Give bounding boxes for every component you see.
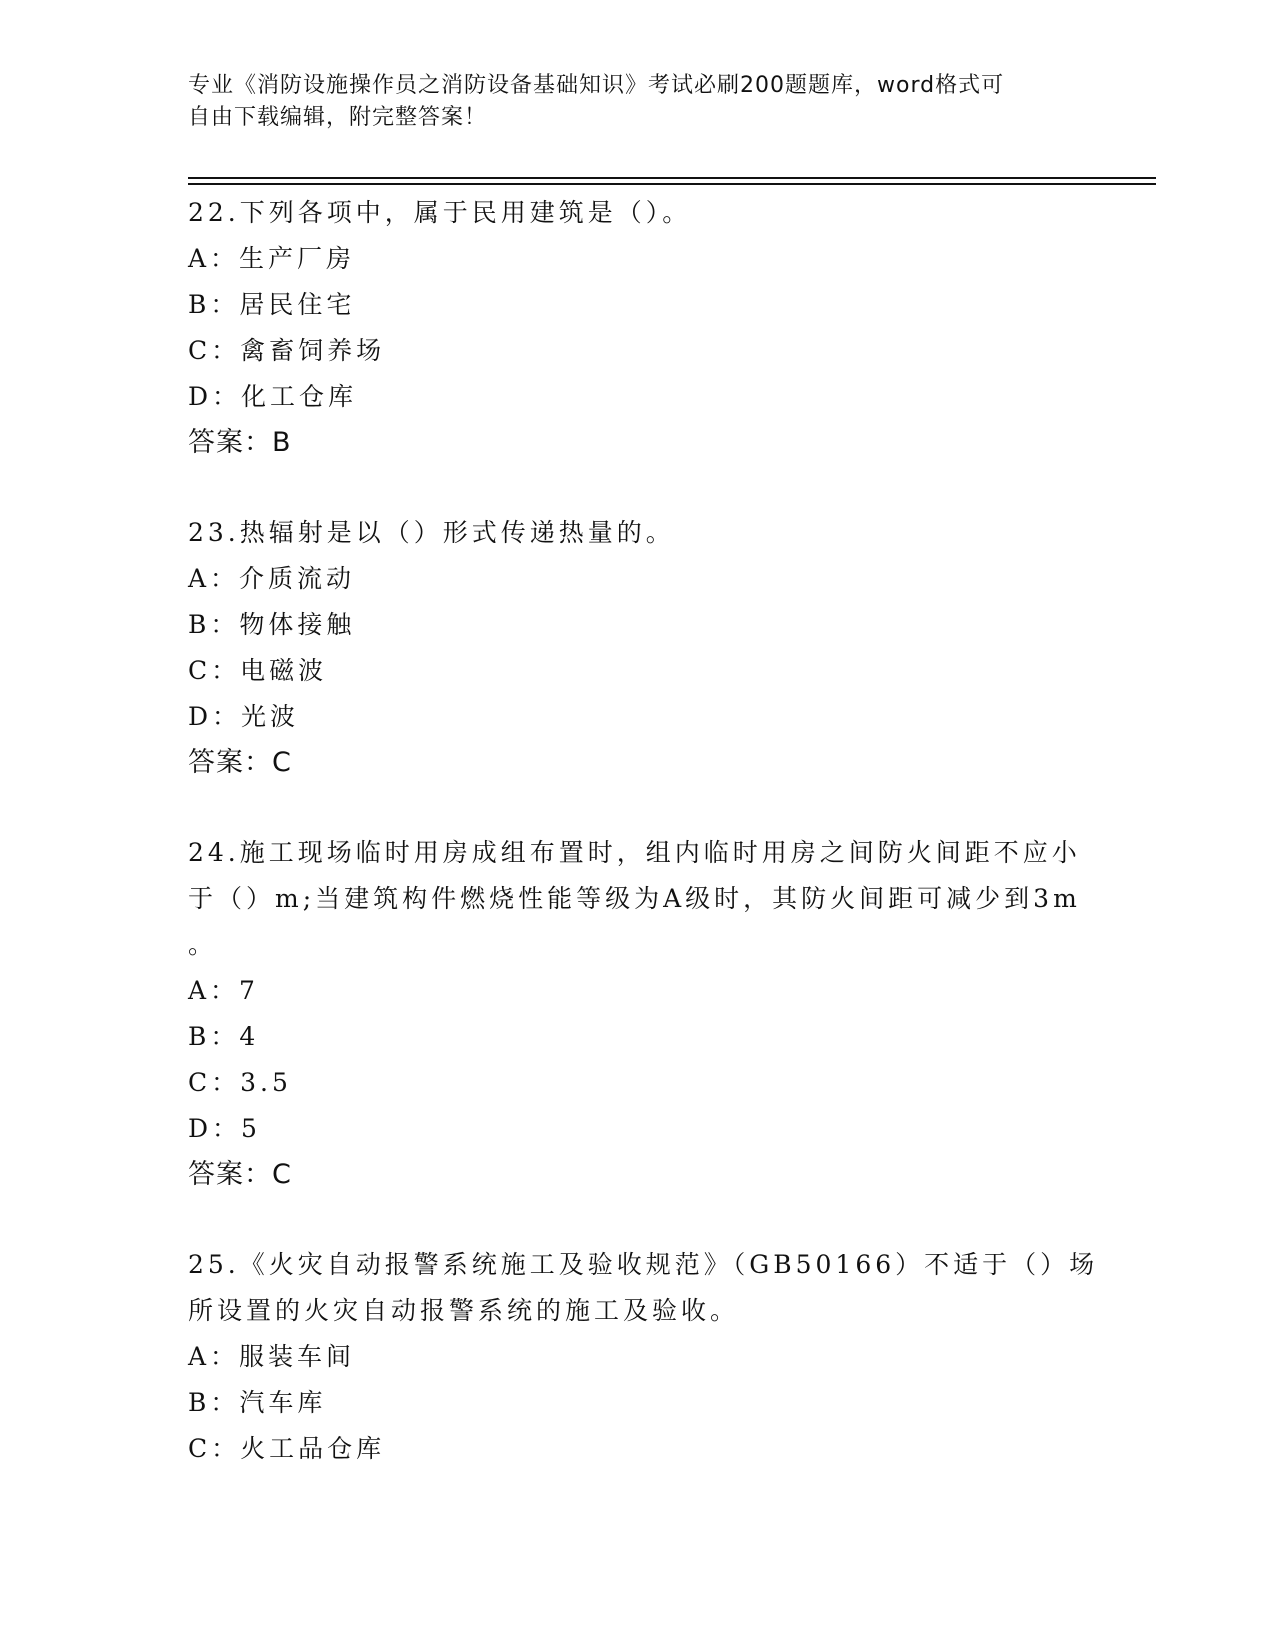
option-b: B：4 xyxy=(188,1022,260,1051)
option-d: D：化工仓库 xyxy=(188,382,358,411)
option-b: B：汽车库 xyxy=(188,1388,327,1417)
option-c: C：火工品仓库 xyxy=(188,1434,386,1463)
question-stem-line-1: 24.施工现场临时用房成组布置时，组内临时用房之间防火间距不应小 xyxy=(188,838,1081,867)
option-c: C：禽畜饲养场 xyxy=(188,336,386,365)
question-stem-line-2: 于（）m;当建筑构件燃烧性能等级为A级时，其防火间距可减少到3m xyxy=(188,884,1081,913)
answer-line: 答案：C xyxy=(188,1159,292,1190)
question-24 xyxy=(188,830,1088,1198)
answer-line: 答案：B xyxy=(188,427,292,458)
question-22 xyxy=(188,190,1088,466)
question-stem: 23.热辐射是以（）形式传递热量的。 xyxy=(188,518,675,547)
option-d: D：光波 xyxy=(188,702,300,731)
option-d: D：5 xyxy=(188,1114,261,1143)
document-header xyxy=(188,70,1088,134)
question-23 xyxy=(188,510,1088,786)
header-divider-top xyxy=(188,177,1156,179)
header-divider-bottom xyxy=(188,183,1156,185)
question-25 xyxy=(188,1242,1099,1472)
header-line-2: 自由下载编辑，附完整答案！ xyxy=(188,105,488,130)
option-b: B：物体接触 xyxy=(188,610,356,639)
question-list xyxy=(188,190,1099,1472)
option-c: C：电磁波 xyxy=(188,656,328,685)
question-spacer xyxy=(188,786,1088,830)
question-stem-line-2: 所设置的火灾自动报警系统的施工及验收。 xyxy=(188,1296,740,1325)
option-a: A：介质流动 xyxy=(188,564,356,593)
option-a: A：7 xyxy=(188,976,259,1005)
question-spacer xyxy=(188,466,1088,510)
header-line-1: 专业《消防设施操作员之消防设备基础知识》考试必刷200题题库，word格式可 xyxy=(188,73,1005,98)
option-a: A：服装车间 xyxy=(188,1342,356,1371)
option-b: B：居民住宅 xyxy=(188,290,356,319)
question-spacer xyxy=(188,1198,1088,1242)
question-stem: 22.下列各项中，属于民用建筑是（）。 xyxy=(188,198,692,227)
option-a: A：生产厂房 xyxy=(188,244,356,273)
question-stem-line-3: 。 xyxy=(188,930,218,959)
question-stem-line-1: 25.《火灾自动报警系统施工及验收规范》（GB50166）不适于（）场 xyxy=(188,1250,1099,1279)
option-c: C：3.5 xyxy=(188,1068,292,1097)
answer-line: 答案：C xyxy=(188,747,292,778)
